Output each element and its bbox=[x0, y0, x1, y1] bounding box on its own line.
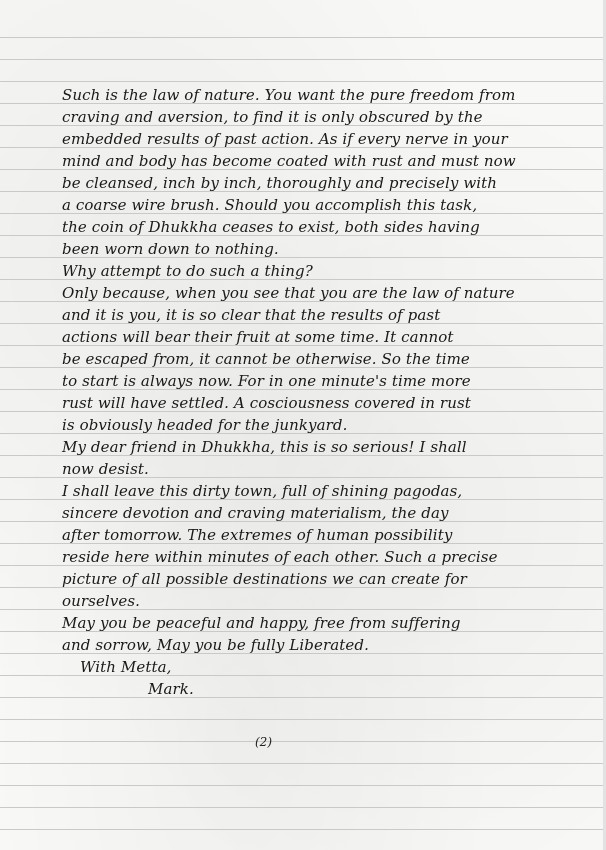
rule-line bbox=[0, 807, 606, 808]
letter-line: sincere devotion and craving materialism, the day bbox=[62, 504, 449, 522]
rule-line bbox=[0, 37, 606, 38]
letter-closing: With Metta, bbox=[80, 658, 172, 676]
letter-line: May you be peaceful and happy, free from suffering bbox=[62, 614, 461, 632]
letter-line: after tomorrow. The extremes of human possibility bbox=[62, 526, 453, 544]
letter-line: be escaped from, it cannot be otherwise. So the time bbox=[62, 350, 470, 368]
rule-line bbox=[0, 741, 606, 742]
letter-line: be cleansed, inch by inch, thoroughly and precisely with bbox=[62, 174, 498, 192]
letter-line: embedded results of past action. As if every nerve in your bbox=[62, 130, 508, 148]
letter-line: Such is the law of nature. You want the pure freedom from bbox=[62, 86, 516, 104]
rule-line bbox=[0, 785, 606, 786]
letter-line: and it is you, it is so clear that the results of past bbox=[62, 306, 441, 324]
letter-signature: Mark. bbox=[148, 680, 194, 698]
letter-line: is obviously headed for the junkyard. bbox=[62, 416, 348, 434]
letter-line: mind and body has become coated with rust and must now bbox=[62, 152, 516, 170]
page-number: (2) bbox=[255, 735, 272, 749]
rule-line bbox=[0, 59, 606, 60]
rule-line bbox=[0, 719, 606, 720]
letter-line: My dear friend in Dhukkha, this is so serious! I shall bbox=[62, 438, 467, 456]
letter-line: and sorrow, May you be fully Liberated. bbox=[62, 636, 369, 654]
letter-line: reside here within minutes of each other. Such a precise bbox=[62, 548, 498, 566]
letter-line: rust will have settled. A cosciousness covered in rust bbox=[62, 394, 471, 412]
letter-line: picture of all possible destinations we can create for bbox=[62, 570, 467, 588]
letter-line: the coin of Dhukkha ceases to exist, both sides having bbox=[62, 218, 480, 236]
rule-line bbox=[0, 829, 606, 830]
rule-line bbox=[0, 697, 606, 698]
letter-line: craving and aversion, to find it is only obscured by the bbox=[62, 108, 483, 126]
letter-line: now desist. bbox=[62, 460, 149, 478]
letter-line: a coarse wire brush. Should you accomplish this task, bbox=[62, 196, 478, 214]
rule-line bbox=[0, 763, 606, 764]
letter-line: I shall leave this dirty town, full of shining pagodas, bbox=[62, 482, 463, 500]
letter-line: to start is always now. For in one minute's time more bbox=[62, 372, 471, 390]
letter-line: Only because, when you see that you are the law of nature bbox=[62, 284, 515, 302]
letter-line: ourselves. bbox=[62, 592, 141, 610]
letter-line: actions will bear their fruit at some time. It cannot bbox=[62, 328, 454, 346]
rule-line bbox=[0, 81, 606, 82]
letter-line: Why attempt to do such a thing? bbox=[62, 262, 313, 280]
letter-line: been worn down to nothing. bbox=[62, 240, 279, 258]
